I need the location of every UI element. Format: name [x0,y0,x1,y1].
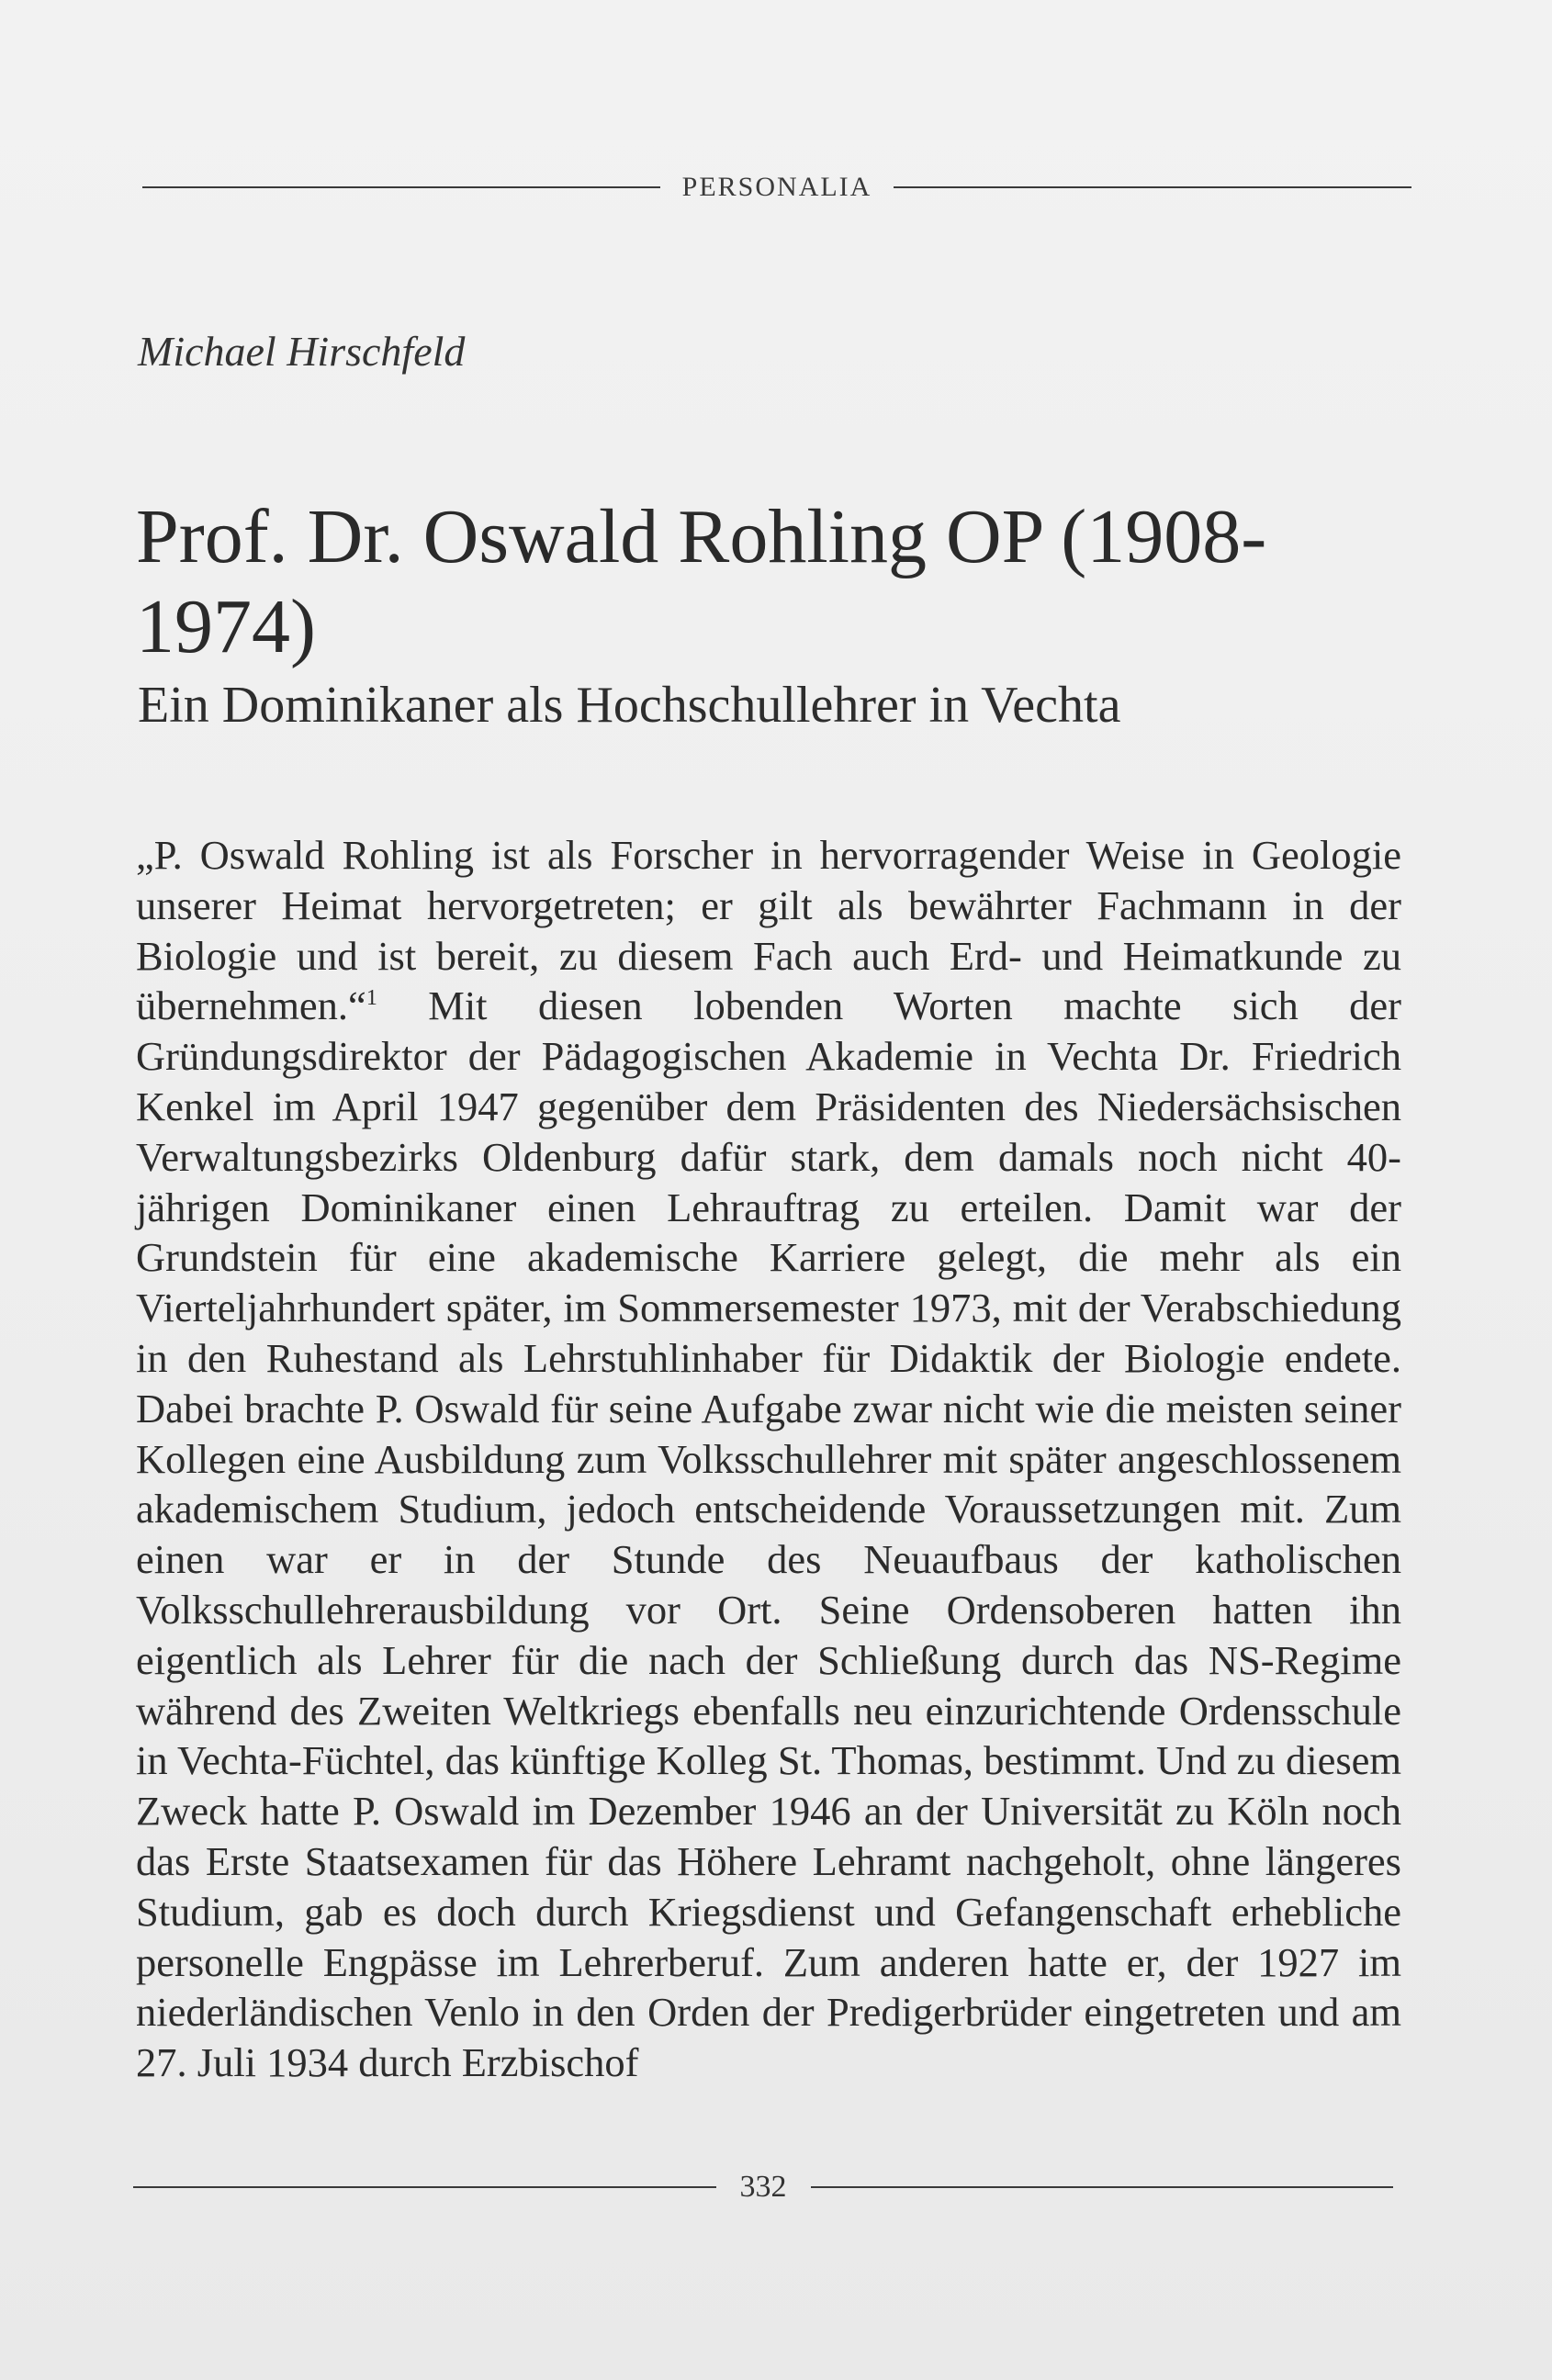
body-text-part2: Mit diesen lobenden Worten machte sich der Gründungsdirektor der Pädagogischen Akademie in Vechta Dr. Friedrich Kenkel im April 1947 gegenüber dem Präsidenten des Niedersächsischen Verwaltungsbezirks Oldenburg dafür stark, dem damals noch nicht 40-jährigen Dominikaner einen Lehrauftrag zu erteilen. Damit war der Grundstein für eine akademische Karriere gelegt, die mehr als ein Vierteljahrhundert später, im Sommersemester 1973, mit der Verabschiedung in den Ruhestand als Lehrstuhlinhaber für Didaktik der Biologie endete. Dabei brachte P. Oswald für seine Aufgabe zwar nicht wie die meisten seiner Kollegen eine Ausbildung zum Volksschullehrer mit später angeschlossenem akademischem Studium, jedoch entscheidende Voraussetzungen mit. Zum einen war er in der Stunde des Neuaufbaus der katholischen Volksschullehrerausbildung vor Ort. Seine Ordensoberen hatten ihn eigentlich als Lehrer für die nach der Schließung durch das NS-Regime während des Zweiten Weltkriegs ebenfalls neu einzurichtende Ordensschule in Vechta-Füchtel, das künftige Kolleg St. Thomas, bestimmt. Und zu diesem Zweck hatte P. Oswald im Dezember 1946 an der Universität zu Köln noch das Erste Staatsexamen für das Höhere Lehramt nachgeholt, ohne längeres Studium, gab es doch durch Kriegsdienst und Gefangenschaft erhebliche personelle Engpässe im Lehrerberuf. Zum anderen hatte er, der 1927 im niederländischen Venlo in den Orden der Predigerbrüder eingetreten und am 27. Juli 1934 durch Erzbischof [136,982,1401,2086]
author-name: Michael Hirschfeld [138,328,466,375]
article-subtitle: Ein Dominikaner als Hochschullehrer in Vechta [138,677,1121,734]
header-rule-right [894,186,1411,188]
header-rule-left [142,186,660,188]
section-label: PERSONALIA [681,172,872,202]
page-footer [133,2169,1393,2206]
article-body [136,830,1401,2088]
footer-rule-right [811,2186,1394,2188]
article-title: Prof. Dr. Oswald Rohling OP (1908-1974) [136,494,1267,669]
body-text-part1: „P. Oswald Rohling ist als Forscher in hervorragender Weise in Geologie unserer Heimat hervorgetreten; er gilt als bewährter Fachmann in der Biologie und ist bereit, zu diesem Fach auch Erd- und Heimatkunde zu übernehmen.“ [136,832,1401,1029]
page-number: 332 [739,2170,787,2204]
running-header [142,169,1411,206]
footnote-reference[interactable]: 1 [366,986,377,1011]
footer-rule-left [133,2186,716,2188]
